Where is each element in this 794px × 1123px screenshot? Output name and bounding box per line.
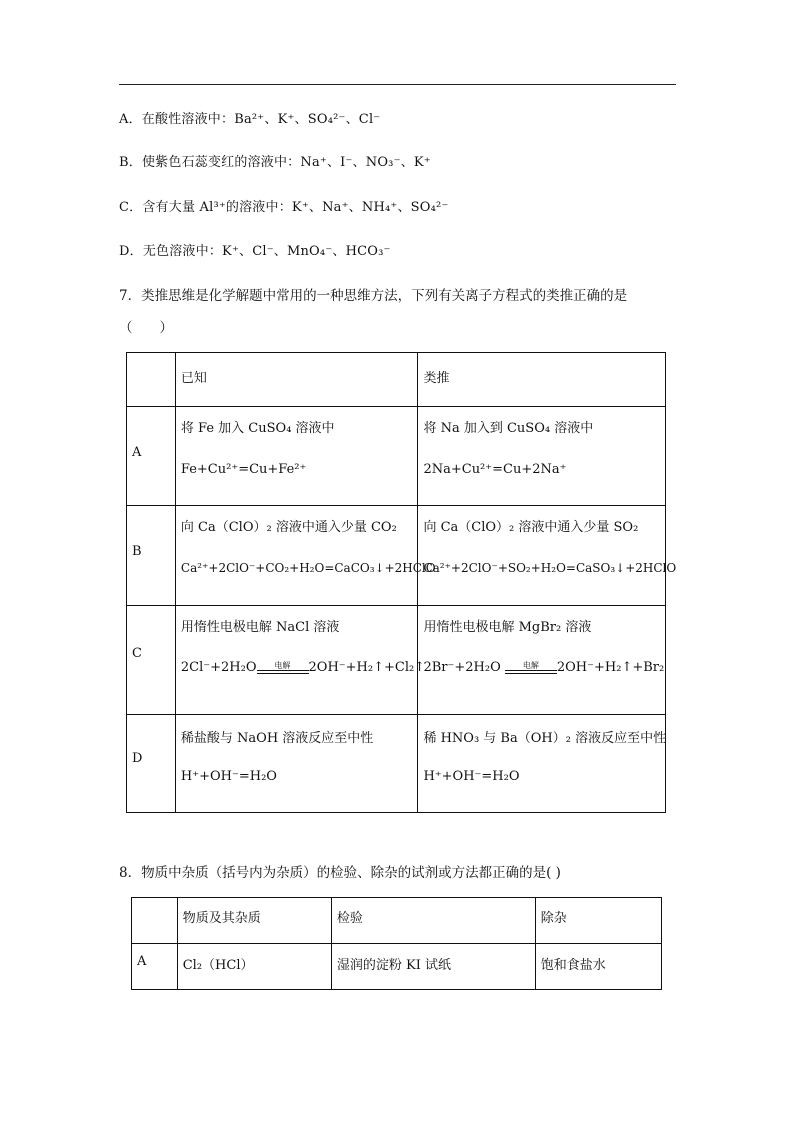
header-cell-test bbox=[331, 898, 535, 944]
substance-text: Cl₂（HCl） bbox=[182, 958, 254, 973]
known-description: 用惰性电极电解 NaCl 溶液 bbox=[180, 620, 340, 635]
header-label: 检验 bbox=[336, 911, 363, 926]
table-row bbox=[127, 606, 666, 715]
electrolysis-arrow bbox=[257, 661, 309, 674]
known-equation: H⁺+OH⁻=H₂O bbox=[180, 769, 277, 784]
question-8-table bbox=[131, 897, 662, 990]
header-rule bbox=[119, 84, 676, 85]
known-description: 将 Fe 加入 CuSO₄ 溶液中 bbox=[180, 421, 335, 436]
equation-right: 2OH⁻+H₂↑+Br₂ bbox=[556, 660, 665, 675]
infer-cell bbox=[418, 407, 666, 506]
infer-description: 稀 HNO₃ 与 Ba（OH）₂ 溶液反应至中性 bbox=[423, 731, 667, 746]
row-label: D bbox=[132, 751, 143, 766]
infer-equation: 2Na+Cu²⁺=Cu+2Na⁺ bbox=[423, 462, 567, 477]
option-text: 使紫色石蕊变红的溶液中：Na⁺、I⁻、NO₃⁻、K⁺ bbox=[141, 155, 431, 170]
header-label: 已知 bbox=[180, 371, 207, 386]
infer-equation bbox=[423, 660, 664, 675]
electrolysis-arrow bbox=[505, 661, 557, 674]
header-cell-remove bbox=[535, 898, 661, 944]
row-label-cell bbox=[127, 606, 176, 715]
known-equation: Fe+Cu²⁺=Cu+Fe²⁺ bbox=[180, 462, 307, 477]
option-letter: D． bbox=[119, 244, 143, 259]
option-text: 在酸性溶液中：Ba²⁺、K⁺、SO₄²⁻、Cl⁻ bbox=[141, 112, 381, 127]
row-label-cell bbox=[132, 944, 178, 990]
row-label: C bbox=[132, 646, 142, 661]
header-label: 除杂 bbox=[540, 911, 567, 926]
question-8-stem: 8．物质中杂质（括号内为杂质）的检验、除杂的试剂或方法都正确的是( ) bbox=[119, 865, 561, 881]
infer-cell bbox=[418, 506, 677, 606]
header-label: 类推 bbox=[423, 371, 450, 386]
header-label: 物质及其杂质 bbox=[182, 911, 261, 926]
row-label: B bbox=[132, 544, 142, 559]
question-7-table bbox=[126, 352, 677, 813]
condition-label: 电解 bbox=[274, 661, 291, 670]
equation-left: 2Br⁻+2H₂O bbox=[423, 660, 501, 675]
table-header-row bbox=[132, 898, 662, 944]
infer-description: 用惰性电极电解 MgBr₂ 溶液 bbox=[423, 620, 592, 635]
table-row bbox=[127, 407, 666, 506]
row-label-cell bbox=[127, 715, 176, 813]
known-cell bbox=[175, 407, 418, 506]
option-text: 含有大量 Al³⁺的溶液中：K⁺、Na⁺、NH₄⁺、SO₄²⁻ bbox=[142, 200, 449, 215]
row-label-cell bbox=[127, 506, 176, 606]
option-letter: C． bbox=[119, 200, 143, 215]
infer-description: 向 Ca（ClO）₂ 溶液中通入少量 SO₂ bbox=[423, 520, 639, 535]
known-cell bbox=[175, 715, 418, 813]
infer-equation: H⁺+OH⁻=H₂O bbox=[423, 769, 520, 784]
test-cell bbox=[331, 944, 535, 990]
option-b bbox=[119, 151, 431, 170]
option-text: 无色溶液中：K⁺、Cl⁻、MnO₄⁻、HCO₃⁻ bbox=[142, 244, 391, 259]
table-row bbox=[132, 944, 662, 990]
option-letter: A． bbox=[119, 112, 142, 127]
table-row bbox=[127, 506, 666, 606]
question-7-stem: 7．类推思维是化学解题中常用的一种思维方法，下列有关离子方程式的类推正确的是 bbox=[119, 288, 628, 304]
remove-text: 饱和食盐水 bbox=[540, 958, 606, 973]
known-cell bbox=[175, 506, 436, 606]
option-d bbox=[119, 240, 391, 259]
header-cell-substance bbox=[177, 898, 331, 944]
known-description: 稀盐酸与 NaOH 溶液反应至中性 bbox=[180, 731, 374, 746]
row-label: A bbox=[132, 445, 142, 460]
row-label: A bbox=[137, 954, 147, 969]
known-equation: Ca²⁺+2ClO⁻+CO₂+H₂O=CaCO₃↓+2HClO bbox=[180, 561, 436, 575]
infer-equation: Ca²⁺+2ClO⁻+SO₂+H₂O=CaSO₃↓+2HClO bbox=[423, 561, 677, 575]
substance-cell bbox=[177, 944, 331, 990]
option-a bbox=[119, 108, 380, 127]
test-text: 湿润的淀粉 KI 试纸 bbox=[336, 958, 451, 973]
equation-right: 2OH⁻+H₂↑+Cl₂↑ bbox=[308, 660, 426, 675]
table-row bbox=[127, 715, 666, 813]
known-description: 向 Ca（ClO）₂ 溶液中通入少量 CO₂ bbox=[180, 520, 397, 535]
header-cell-empty bbox=[127, 353, 176, 407]
known-cell bbox=[175, 606, 426, 715]
option-c bbox=[119, 196, 449, 215]
infer-description: 将 Na 加入到 CuSO₄ 溶液中 bbox=[423, 421, 594, 436]
table-header-row bbox=[127, 353, 666, 407]
row-label-cell bbox=[127, 407, 176, 506]
equation-left: 2Cl⁻+2H₂O bbox=[180, 660, 257, 675]
header-cell-known bbox=[175, 353, 418, 407]
known-equation bbox=[181, 660, 425, 675]
condition-label: 电解 bbox=[522, 661, 539, 670]
option-letter: B． bbox=[119, 155, 142, 170]
header-cell-empty bbox=[132, 898, 178, 944]
infer-cell bbox=[418, 715, 666, 813]
header-cell-infer bbox=[418, 353, 666, 407]
infer-cell bbox=[418, 606, 666, 715]
question-7-bracket: （ ） bbox=[119, 320, 173, 336]
remove-cell bbox=[535, 944, 661, 990]
